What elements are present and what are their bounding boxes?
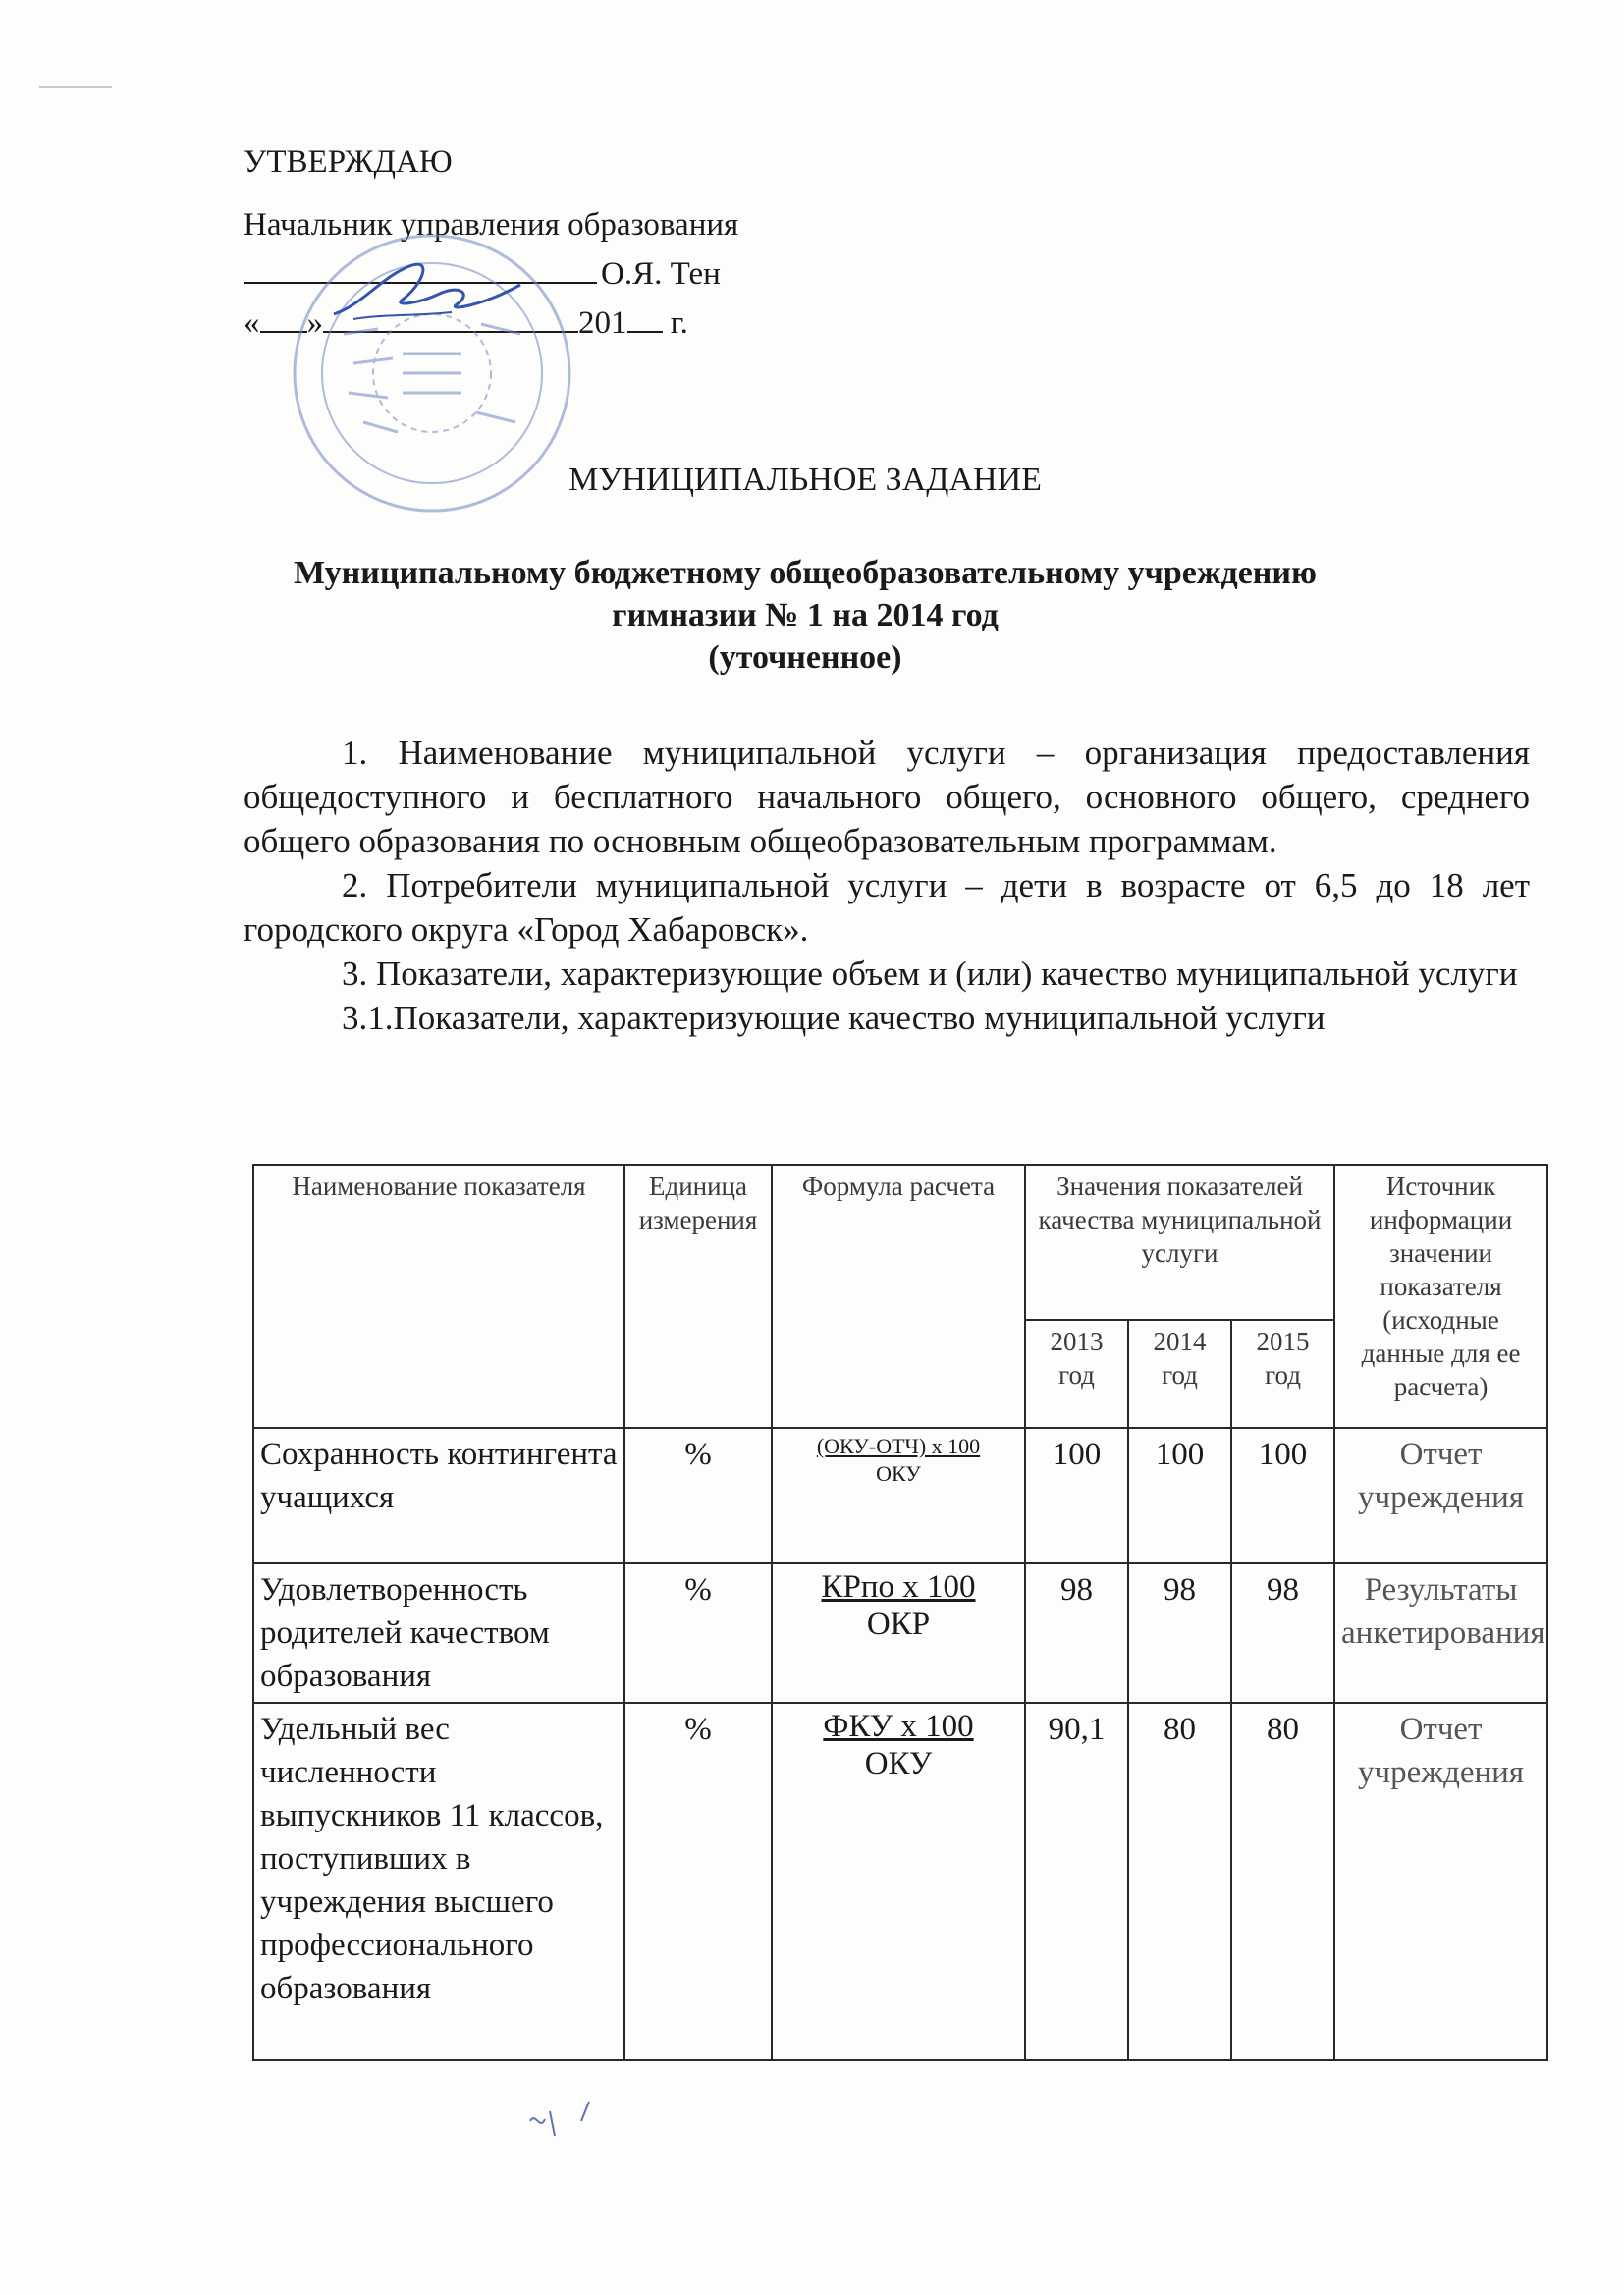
formula-numerator: (ОКУ-ОТЧ) х 100	[816, 1434, 981, 1458]
subtitle-line-1: Муниципальному бюджетному общеобразовательному учреждению	[294, 555, 1317, 591]
subtitle-line-3: (уточненное)	[708, 639, 902, 676]
section-3: 3. Показатели, характеризующие объем и (или) качество муниципальной услуги	[342, 955, 1518, 993]
document-title: МУНИЦИПАЛЬНОЕ ЗАДАНИЕ	[568, 462, 1042, 498]
table-row	[253, 1428, 1547, 1563]
table-row	[253, 1563, 1547, 1703]
indicator-formula	[772, 1703, 1025, 2060]
indicator-source: Отчет учреждения	[1334, 1703, 1547, 2060]
scan-artifact	[39, 86, 112, 88]
value-2013: 98	[1025, 1563, 1128, 1703]
section-2: 2. Потребители муниципальной услуги – дети в возрасте от 6,5 до 18 лет городского округа «Город Хабаровск».	[244, 866, 1530, 949]
value-2013: 90,1	[1025, 1703, 1128, 2060]
table-row	[253, 1703, 1547, 2060]
indicator-source: Отчет учреждения	[1334, 1428, 1547, 1563]
header-year-2014: 2014 год	[1128, 1320, 1231, 1428]
indicator-name: Сохранность контингента учащихся	[253, 1428, 624, 1563]
formula-denominator: ОКУ	[876, 1461, 921, 1486]
value-2015: 80	[1231, 1703, 1334, 2060]
header-formula: Формула расчета	[772, 1165, 1025, 1428]
table-header-row	[253, 1165, 1547, 1320]
indicator-formula	[772, 1428, 1025, 1563]
formula-block	[779, 1568, 1018, 1643]
indicator-formula	[772, 1563, 1025, 1703]
header-year-2013: 2013 год	[1025, 1320, 1128, 1428]
value-2013: 100	[1025, 1428, 1128, 1563]
indicator-unit: %	[624, 1563, 772, 1703]
value-2015: 98	[1231, 1563, 1334, 1703]
header-values: Значения показателей качества муниципальной услуги	[1025, 1165, 1334, 1320]
document-subtitle	[118, 552, 1492, 679]
value-2014: 98	[1128, 1563, 1231, 1703]
header-source: Источник информации значении показателя (исходные данные для ее расчета)	[1334, 1165, 1547, 1428]
formula-numerator: КРпо х 100	[821, 1569, 976, 1605]
indicator-name: Удельный вес численности выпускников 11 классов, поступивших в учреждения высшего профессионального образования	[253, 1703, 624, 2060]
section-3-1: 3.1.Показатели, характеризующие качество муниципальной услуги	[342, 999, 1326, 1037]
subtitle-line-2: гимназии № 1 на 2014 год	[612, 597, 999, 633]
year-suffix: г.	[670, 305, 688, 341]
formula-denominator: ОКР	[866, 1607, 931, 1642]
section-1: 1. Наименование муниципальной услуги – организация предоставления общедоступного и бесплатного начального общего, основного общего, среднего общего образования по основным общеобразовательным программам.	[244, 734, 1530, 860]
formula-block	[779, 1433, 1018, 1488]
date-open-quote: «	[244, 305, 260, 341]
header-unit: Единица измерения	[624, 1165, 772, 1428]
year-prefix: 201	[578, 305, 627, 341]
indicator-unit: %	[624, 1428, 772, 1563]
formula-block	[779, 1708, 1018, 1782]
indicator-name: Удовлетворенность родителей качеством образования	[253, 1563, 624, 1703]
value-2014: 100	[1128, 1428, 1231, 1563]
formula-numerator: ФКУ х 100	[823, 1709, 974, 1744]
quality-indicators-table	[252, 1164, 1548, 2061]
formula-denominator: ОКУ	[864, 1746, 933, 1781]
approval-heading: УТВЕРЖДАЮ	[244, 144, 453, 180]
indicator-source: Результаты анкетирования	[1334, 1563, 1547, 1703]
value-2015: 100	[1231, 1428, 1334, 1563]
approver-position-text: Начальник управления образования	[244, 207, 739, 243]
indicator-unit: %	[624, 1703, 772, 2060]
header-year-2015: 2015 год	[1231, 1320, 1334, 1428]
header-name: Наименование показателя	[253, 1165, 624, 1428]
handwritten-signature-icon	[324, 246, 530, 334]
sections-text	[244, 731, 1530, 1040]
date-close-quote: »	[306, 305, 323, 341]
year-blank	[627, 300, 663, 333]
ink-mark-icon	[511, 2092, 609, 2151]
approver-name: О.Я. Тен	[601, 256, 721, 292]
value-2014: 80	[1128, 1703, 1231, 2060]
